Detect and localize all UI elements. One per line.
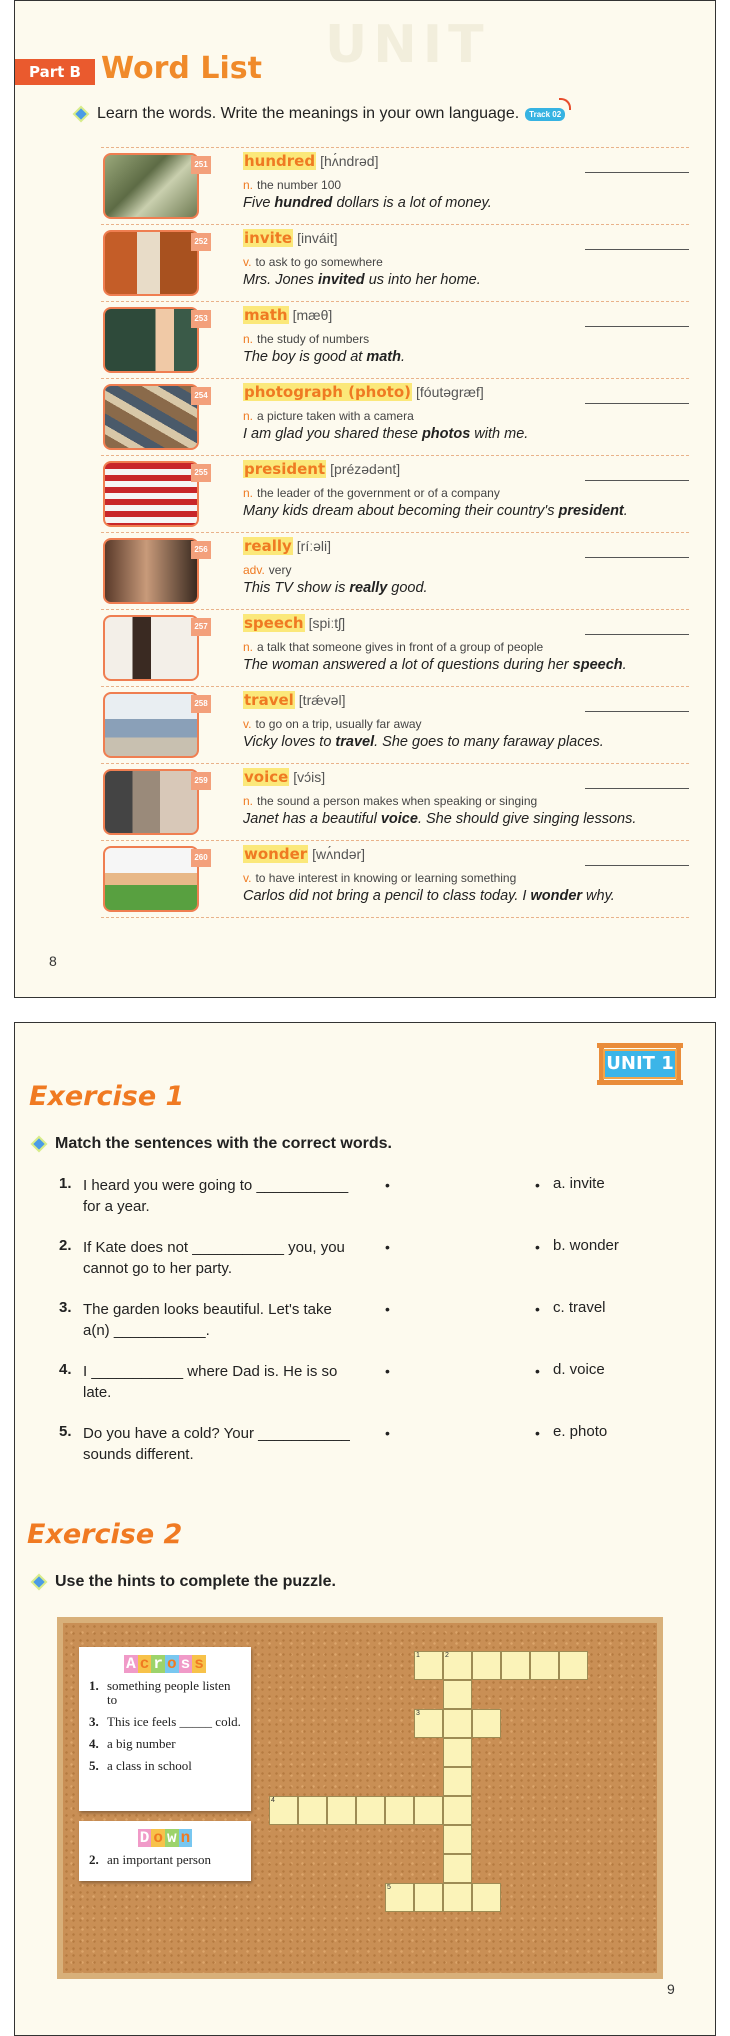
- corkboard: [57, 1617, 663, 1979]
- entry-number: 255: [191, 464, 211, 482]
- diamond-bullet-icon: [75, 108, 86, 119]
- page-number: 9: [667, 1981, 675, 1997]
- example-before: Vicky loves to: [243, 734, 336, 750]
- flag-speaker-image: [103, 461, 199, 527]
- item-sentence: I ___________ where Dad is. He is so late.: [83, 1363, 338, 1401]
- exercise-page: [14, 1022, 716, 2036]
- item-number: 3.: [59, 1299, 72, 1316]
- word: really: [244, 537, 292, 555]
- word: invite: [244, 229, 293, 247]
- crossword-cell[interactable]: [501, 1651, 530, 1680]
- item-number: 4.: [59, 1361, 72, 1378]
- example-keyword: really: [349, 580, 388, 596]
- clue-number: 1.: [89, 1678, 99, 1693]
- headword: [243, 460, 400, 479]
- item-number: 2.: [59, 1237, 72, 1254]
- watching-tv-image: [103, 538, 199, 604]
- definition: [243, 255, 383, 269]
- crossword-cell[interactable]: [414, 1883, 443, 1912]
- meaning-blank[interactable]: [585, 634, 689, 635]
- answer-option: e. photo: [553, 1423, 608, 1440]
- crossword-cell[interactable]: [269, 1796, 298, 1825]
- badge-frame-top: [597, 1043, 683, 1048]
- track-badge[interactable]: [525, 108, 565, 121]
- crossword-cell[interactable]: [443, 1883, 472, 1912]
- clue: [89, 1715, 243, 1729]
- clue: [89, 1853, 243, 1867]
- example-after: .: [623, 503, 628, 519]
- heading-letter: n: [180, 1829, 191, 1847]
- crossword-cell[interactable]: [443, 1738, 472, 1767]
- diamond-bullet-icon: [33, 1138, 44, 1149]
- chalkboard-image: [103, 307, 199, 373]
- example-before: The boy is good at: [243, 349, 367, 365]
- part-of-speech: adv.: [243, 563, 265, 577]
- example-after: .: [622, 657, 627, 673]
- entry-number: 257: [191, 618, 211, 636]
- word: voice: [244, 768, 289, 786]
- doorway-image: [103, 230, 199, 296]
- headword: [243, 845, 365, 864]
- word-match-dot[interactable]: •: [535, 1177, 540, 1193]
- word: wonder: [244, 845, 308, 863]
- example-before: Carlos did not bring a pencil to class today. I: [243, 888, 531, 904]
- definition: [243, 717, 422, 731]
- crossword-cell[interactable]: [443, 1767, 472, 1796]
- thinking-boy-image: [103, 846, 199, 912]
- pronunciation: [ríːəli]: [296, 538, 331, 554]
- unit-badge: [597, 1043, 683, 1085]
- microphone-image: [103, 769, 199, 835]
- unit-label: UNIT 1: [603, 1049, 677, 1079]
- crossword-cell[interactable]: [443, 1680, 472, 1709]
- crossword-cell[interactable]: [472, 1651, 501, 1680]
- cell-number: 3: [416, 1710, 420, 1717]
- crossword-cell[interactable]: [327, 1796, 356, 1825]
- crossword-cell[interactable]: [472, 1709, 501, 1738]
- exercise2-title: Exercise 2: [27, 1519, 183, 1550]
- headword: [243, 614, 345, 633]
- down-clues-note: [79, 1821, 251, 1881]
- example-sentence: [243, 272, 481, 288]
- pronunciation: [vɔ́is]: [293, 769, 326, 785]
- word: travel: [244, 691, 294, 709]
- pronunciation: [prézədənt]: [330, 461, 401, 477]
- clue-number: 4.: [89, 1736, 99, 1751]
- example-sentence: [243, 503, 628, 519]
- badge-frame-bottom: [597, 1080, 683, 1085]
- example-after: us into her home.: [364, 272, 481, 288]
- definition-text: to have interest in knowing or learning something: [255, 871, 517, 885]
- meaning-blank[interactable]: [585, 403, 689, 404]
- example-sentence: [243, 580, 428, 596]
- meaning-blank[interactable]: [585, 480, 689, 481]
- example-keyword: president: [558, 503, 624, 519]
- example-keyword: photos: [421, 426, 471, 442]
- entry-number: 260: [191, 849, 211, 867]
- part-of-speech: v.: [243, 871, 252, 885]
- example-after: dollars is a lot of money.: [332, 195, 492, 211]
- entry-number: 256: [191, 541, 211, 559]
- crossword-cell[interactable]: [443, 1796, 472, 1825]
- example-before: Mrs. Jones: [243, 272, 318, 288]
- example-after: . She goes to many faraway places.: [374, 734, 604, 750]
- entry-number: 253: [191, 310, 211, 328]
- word-match-dot[interactable]: •: [535, 1301, 540, 1317]
- answer-option: b. wonder: [553, 1237, 619, 1254]
- instruction: [77, 105, 565, 123]
- definition-text: the study of numbers: [257, 332, 370, 346]
- entry-number: 254: [191, 387, 211, 405]
- part-of-speech: v.: [243, 717, 252, 731]
- definition: [243, 409, 414, 423]
- word-match-dot[interactable]: •: [535, 1239, 540, 1255]
- definition: [243, 640, 543, 654]
- word-entry: [101, 225, 689, 302]
- clue: [89, 1737, 243, 1751]
- word-match-dot[interactable]: •: [535, 1425, 540, 1441]
- meaning-blank[interactable]: [585, 711, 689, 712]
- part-of-speech: n.: [243, 486, 254, 500]
- clue-text: something people listen to: [107, 1678, 231, 1707]
- word-entry: [101, 610, 689, 687]
- crossword-cell[interactable]: [414, 1651, 443, 1680]
- clue-text: a class in school: [107, 1758, 192, 1773]
- across-heading: [79, 1655, 251, 1673]
- instruction-text: Learn the words. Write the meanings in your own language.: [97, 105, 520, 122]
- crossword-cell[interactable]: [414, 1709, 443, 1738]
- word-list: [101, 147, 689, 918]
- entry-number: 251: [191, 156, 211, 174]
- diamond-bullet-icon: [33, 1576, 44, 1587]
- item-number: 1.: [59, 1175, 72, 1192]
- part-of-speech: n.: [243, 178, 254, 192]
- example-sentence: [243, 349, 405, 365]
- crossword-cell[interactable]: [443, 1709, 472, 1738]
- exercise1-instruction-text: Match the sentences with the correct words.: [55, 1135, 392, 1152]
- example-sentence: [243, 426, 528, 442]
- example-keyword: speech: [572, 657, 623, 673]
- heading-letter: A: [126, 1655, 136, 1673]
- definition: [243, 794, 537, 808]
- headword: [243, 691, 345, 710]
- example-after: . She should give singing lessons.: [417, 811, 637, 827]
- headword: [243, 537, 331, 556]
- crossword-cell[interactable]: [443, 1825, 472, 1854]
- clue: [89, 1679, 243, 1707]
- definition: [243, 563, 291, 577]
- word-entry: [101, 533, 689, 610]
- clue-text: a big number: [107, 1736, 176, 1751]
- crossword-cell[interactable]: [472, 1883, 501, 1912]
- word-entry: [101, 687, 689, 764]
- clue-number: 2.: [89, 1852, 99, 1867]
- headword: [243, 152, 378, 171]
- example-sentence: [243, 195, 492, 211]
- example-after: good.: [387, 580, 428, 596]
- headword: [243, 383, 484, 402]
- entry-number: 259: [191, 772, 211, 790]
- page-number: 8: [49, 953, 57, 969]
- example-before: This TV show is: [243, 580, 350, 596]
- example-before: I am glad you shared these: [243, 426, 422, 442]
- example-sentence: [243, 811, 636, 827]
- meaning-blank[interactable]: [585, 788, 689, 789]
- part-of-speech: v.: [243, 255, 252, 269]
- exercise1-title: Exercise 1: [29, 1081, 185, 1112]
- part-label: Part B: [15, 59, 95, 85]
- answer-option: a. invite: [553, 1175, 605, 1192]
- track-label: Track 02: [529, 109, 562, 119]
- example-keyword: wonder: [530, 888, 583, 904]
- down-heading: [79, 1829, 251, 1847]
- pronunciation: [fóutəgræf]: [416, 384, 484, 400]
- clue-number: 3.: [89, 1714, 99, 1729]
- crossword-cell[interactable]: [356, 1796, 385, 1825]
- crossword-cell[interactable]: [298, 1796, 327, 1825]
- example-keyword: voice: [380, 811, 418, 827]
- heading-letter: c: [139, 1655, 150, 1673]
- example-keyword: travel: [335, 734, 375, 750]
- example-sentence: [243, 657, 627, 673]
- definition: [243, 332, 369, 346]
- pronunciation: [spiːtʃ]: [308, 615, 346, 631]
- definition-text: very: [268, 563, 292, 577]
- item-sentence: Do you have a cold? Your ___________ sounds different.: [83, 1425, 350, 1463]
- photos-image: [103, 384, 199, 450]
- definition-text: to ask to go somewhere: [255, 255, 383, 269]
- example-sentence: [243, 734, 604, 750]
- meaning-blank[interactable]: [585, 557, 689, 558]
- heading-letter: s: [180, 1655, 191, 1673]
- pronunciation: [wʌ́ndər]: [312, 846, 366, 862]
- part-of-speech: n.: [243, 409, 254, 423]
- heading-letter: o: [153, 1829, 163, 1847]
- headword: [243, 229, 338, 248]
- clue: [89, 1759, 243, 1773]
- part-of-speech: n.: [243, 332, 254, 346]
- definition-text: the sound a person makes when speaking or singing: [257, 794, 538, 808]
- page-title: Word List: [101, 51, 262, 86]
- word: president: [244, 460, 326, 478]
- sentence-match-dot[interactable]: •: [385, 1301, 390, 1317]
- definition: [243, 871, 516, 885]
- word-match-dot[interactable]: •: [535, 1363, 540, 1379]
- across-clue-list: [79, 1679, 251, 1773]
- heading-letter: w: [167, 1829, 177, 1847]
- pronunciation: [hʌ́ndrəd]: [320, 153, 379, 169]
- across-clues-note: [79, 1647, 251, 1811]
- exercise2-instruction: [35, 1573, 336, 1591]
- example-keyword: math: [366, 349, 401, 365]
- definition: [243, 178, 341, 192]
- cell-number: 4: [271, 1797, 275, 1804]
- clue-text: This ice feels _____ cold.: [107, 1714, 241, 1729]
- example-before: Five: [243, 195, 275, 211]
- answer-option: c. travel: [553, 1299, 606, 1316]
- sentence-match-dot[interactable]: •: [385, 1177, 390, 1193]
- definition-text: the number 100: [257, 178, 342, 192]
- sentence-match-dot[interactable]: •: [385, 1425, 390, 1441]
- crossword-cell[interactable]: [414, 1796, 443, 1825]
- headword: [243, 306, 332, 325]
- crossword-cell[interactable]: [559, 1651, 588, 1680]
- meaning-blank[interactable]: [585, 865, 689, 866]
- definition-text: the leader of the government or of a company: [257, 486, 500, 500]
- example-before: The woman answered a lot of questions during her: [243, 657, 573, 673]
- heading-letter: D: [139, 1829, 150, 1847]
- word: hundred: [244, 152, 316, 170]
- word: speech: [244, 614, 304, 632]
- clue-text: an important person: [107, 1852, 211, 1867]
- example-before: Janet has a beautiful: [243, 811, 381, 827]
- word-entry: [101, 147, 689, 225]
- travelers-image: [103, 692, 199, 758]
- definition-text: a talk that someone gives in front of a group of people: [257, 640, 544, 654]
- pronunciation: [trǽvəl]: [298, 692, 346, 708]
- exercise2-instruction-text: Use the hints to complete the puzzle.: [55, 1573, 336, 1590]
- entry-number: 252: [191, 233, 211, 251]
- cell-number: 1: [416, 1652, 420, 1659]
- word-list-page: [14, 0, 716, 998]
- crossword-cell[interactable]: [385, 1796, 414, 1825]
- cell-number: 2: [445, 1652, 449, 1659]
- part-of-speech: n.: [243, 794, 254, 808]
- clue-number: 5.: [89, 1758, 99, 1773]
- word: math: [244, 306, 288, 324]
- ghost-unit-text: UNIT: [325, 15, 490, 75]
- meaning-blank[interactable]: [585, 326, 689, 327]
- heading-letter: s: [194, 1655, 204, 1673]
- example-after: with me.: [470, 426, 529, 442]
- audio-wave-icon: [559, 98, 571, 110]
- item-number: 5.: [59, 1423, 72, 1440]
- answer-option: d. voice: [553, 1361, 605, 1378]
- pronunciation: [inváit]: [297, 230, 338, 246]
- definition: [243, 486, 500, 500]
- definition-text: to go on a trip, usually far away: [255, 717, 422, 731]
- money-image: [103, 153, 199, 219]
- example-sentence: [243, 888, 615, 904]
- item-sentence: I heard you were going to ___________ for a year.: [83, 1177, 349, 1215]
- definition-text: a picture taken with a camera: [257, 409, 414, 423]
- crossword-cell[interactable]: [530, 1651, 559, 1680]
- part-of-speech: n.: [243, 640, 254, 654]
- word-entry: [101, 764, 689, 841]
- headword: [243, 768, 325, 787]
- crossword-cell[interactable]: [385, 1883, 414, 1912]
- sentence-match-dot[interactable]: •: [385, 1239, 390, 1255]
- word-entry: [101, 456, 689, 533]
- crossword-cell[interactable]: [443, 1854, 472, 1883]
- heading-letter: o: [167, 1655, 177, 1673]
- word-entry: [101, 379, 689, 456]
- example-after: why.: [582, 888, 615, 904]
- word: photograph (photo): [244, 383, 411, 401]
- example-after: .: [400, 349, 406, 365]
- item-sentence: If Kate does not ___________ you, you cannot go to her party.: [83, 1239, 345, 1277]
- example-keyword: invited: [317, 272, 365, 288]
- crossword-cell[interactable]: [443, 1651, 472, 1680]
- cell-number: 5: [387, 1884, 391, 1891]
- sentence-match-dot[interactable]: •: [385, 1363, 390, 1379]
- entry-number: 258: [191, 695, 211, 713]
- pronunciation: [mæθ]: [292, 307, 333, 323]
- heading-letter: r: [153, 1655, 163, 1673]
- example-before: Many kids dream about becoming their country's: [243, 503, 559, 519]
- exercise1-instruction: [35, 1135, 392, 1153]
- item-sentence: The garden looks beautiful. Let's take a(n) ___________.: [83, 1301, 332, 1339]
- down-clue-list: [79, 1853, 251, 1867]
- meaning-blank[interactable]: [585, 172, 689, 173]
- word-entry: [101, 302, 689, 379]
- meaning-blank[interactable]: [585, 249, 689, 250]
- speaker-image: [103, 615, 199, 681]
- example-keyword: hundred: [274, 195, 333, 211]
- word-entry: [101, 841, 689, 918]
